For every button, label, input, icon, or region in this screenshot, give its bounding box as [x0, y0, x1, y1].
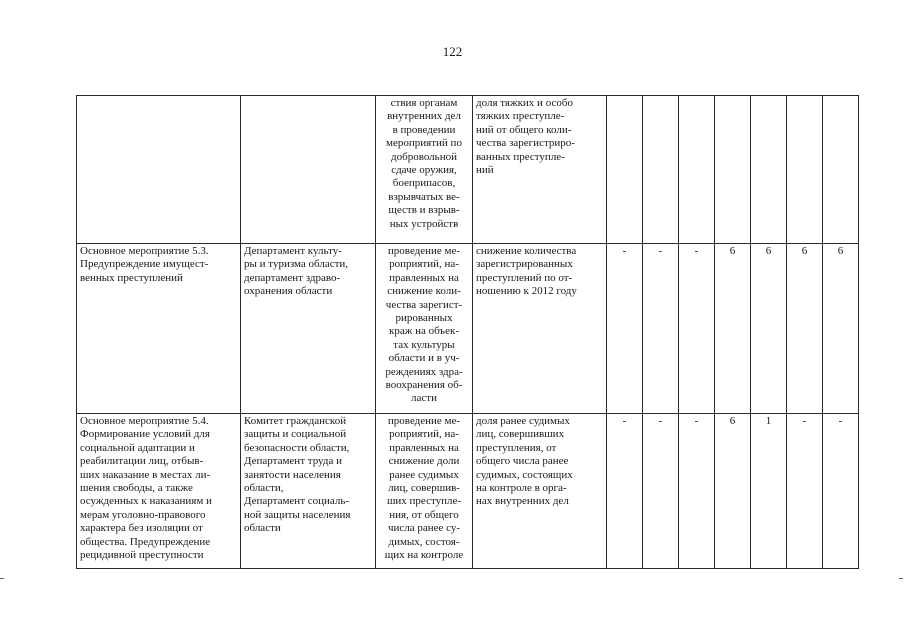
cell-text-line: венных преступлений	[80, 271, 183, 284]
executor-cell	[241, 414, 376, 569]
cell-text-line: ры и туризма области,	[244, 258, 349, 271]
cell-text-line: в проведении	[392, 123, 456, 136]
cell-text-line: Предупреждение имущест-	[80, 258, 209, 271]
cell-text-line: димых, состоя-	[388, 535, 460, 548]
measure-name-cell	[77, 414, 241, 569]
cell-text-line: доля тяжких и особо	[476, 97, 573, 109]
value-cell-6	[787, 96, 823, 244]
cell-text-line: внутренних дел	[387, 110, 461, 123]
cell-text-line: Основное мероприятие 5.3.	[80, 245, 209, 257]
cell-text-line: правленных на	[389, 271, 459, 284]
cell-text-line: занятости населения	[244, 468, 341, 481]
value-cell-5: 1	[751, 414, 787, 569]
value-cell-7	[823, 96, 859, 244]
cell-text-line: чества зарегистриро-	[476, 137, 575, 150]
cell-text-line: роприятий, на-	[389, 258, 459, 271]
cell-text-line: преступления, от	[476, 441, 557, 454]
value-cell-1: -	[607, 244, 643, 414]
cell-text-line: снижение доли	[388, 455, 460, 468]
cell-text-line: области,	[244, 482, 284, 495]
value-cell-3: -	[679, 414, 715, 569]
cell-text-line: роприятий, на-	[389, 428, 459, 441]
value-cell-3: -	[679, 244, 715, 414]
cell-text-line: нах внутренних дел	[476, 495, 569, 508]
cell-text-line: Департамент социаль-	[244, 495, 350, 508]
cell-text-line: тах культуры	[393, 338, 455, 351]
cell-text-line: сдаче оружия,	[391, 164, 457, 177]
cell-text-line: лиц, совершив-	[388, 482, 460, 495]
cell-text-line: Комитет гражданской	[244, 415, 347, 427]
value-cell-5: 6	[751, 244, 787, 414]
cell-text-line: ных устройств	[389, 217, 459, 230]
cell-text-line: ласти	[411, 392, 437, 405]
measures-table	[76, 95, 859, 569]
cell-text-line: ной защиты населения	[244, 508, 351, 521]
value-cell-2: -	[643, 414, 679, 569]
executor-cell	[241, 244, 376, 414]
cell-text-line: департамент здраво-	[244, 271, 341, 284]
cell-text-line: реждениях здра-	[385, 365, 463, 378]
cell-text-line: ний от общего коли-	[476, 123, 572, 136]
value-cell-1: -	[607, 414, 643, 569]
value-cell-4	[715, 96, 751, 244]
cell-text-line: воохранения об-	[385, 379, 463, 392]
value-cell-6: 6	[787, 244, 823, 414]
cell-text-line: общего числа ранее	[476, 455, 569, 468]
measure-name-cell	[77, 96, 241, 244]
value-cell-6: -	[787, 414, 823, 569]
cell-text-line: области	[244, 522, 281, 535]
cell-text-line: тяжких преступле-	[476, 110, 565, 123]
value-cell-5	[751, 96, 787, 244]
indicator-cell	[473, 244, 607, 414]
value-cell-2	[643, 96, 679, 244]
cell-text-line: ших наказание в местах ли-	[80, 468, 211, 481]
cell-text-line: ших преступле-	[386, 495, 462, 508]
cell-text-line: краж на объек-	[389, 325, 459, 338]
cell-text-line: осужденных к наказаниям и	[80, 495, 212, 508]
table-row	[77, 244, 859, 414]
cell-text-line: безопасности области,	[244, 441, 350, 454]
cell-text-line: проведение ме-	[387, 245, 461, 257]
cell-text-line: проведение ме-	[387, 415, 461, 427]
cell-text-line: характера без изоляции от	[80, 522, 203, 535]
cell-text-line: реабилитации лиц, отбыв-	[80, 455, 204, 468]
executor-cell	[241, 96, 376, 244]
value-cell-3	[679, 96, 715, 244]
cell-text-line: ношению к 2012 году	[476, 285, 577, 298]
cell-text-line: мерам уголовно-правового	[80, 508, 206, 521]
indicator-cell	[473, 96, 607, 244]
cell-text-line: чества зарегист-	[385, 298, 463, 311]
cell-text-line: снижение коли-	[387, 285, 461, 298]
cell-text-line: защиты и социальной	[244, 428, 347, 441]
value-cell-2: -	[643, 244, 679, 414]
cell-text-line: преступлений по от-	[476, 271, 573, 284]
edge-mark-right	[899, 578, 903, 579]
cell-text-line: лиц, совершивших	[476, 428, 565, 441]
edge-mark-left	[0, 578, 4, 579]
cell-text-line: общества. Предупреждение	[80, 535, 211, 548]
cell-text-line: доля ранее судимых	[476, 415, 570, 427]
value-cell-4: 6	[715, 414, 751, 569]
cell-text-line: числа ранее су-	[387, 522, 461, 535]
cell-text-line: судимых, состоящих	[476, 468, 573, 481]
table-row	[77, 414, 859, 569]
cell-text-line: зарегистрированных	[476, 258, 573, 271]
value-cell-1	[607, 96, 643, 244]
cell-text-line: Основное мероприятие 5.4.	[80, 415, 209, 427]
indicator-cell	[473, 414, 607, 569]
cell-text-line: взрывчатых ве-	[388, 190, 460, 203]
cell-text-line: Формирование условий для	[80, 428, 210, 441]
activity-cell	[376, 96, 473, 244]
cell-text-line: Департамент труда и	[244, 455, 342, 468]
cell-text-line: добровольной	[391, 150, 457, 163]
cell-text-line: Департамент культу-	[244, 245, 342, 257]
cell-text-line: мероприятий по	[386, 137, 462, 150]
value-cell-7: 6	[823, 244, 859, 414]
value-cell-4: 6	[715, 244, 751, 414]
cell-text-line: ний	[476, 164, 494, 177]
cell-text-line: ванных преступле-	[476, 150, 565, 163]
cell-text-line: социальной адаптации и	[80, 441, 195, 454]
cell-text-line: ствия органам	[390, 97, 458, 109]
cell-text-line: снижение количества	[476, 245, 577, 257]
activity-cell	[376, 244, 473, 414]
table-row	[77, 96, 859, 244]
cell-text-line: щих на контроле	[384, 549, 464, 562]
cell-text-line: охранения области	[244, 285, 333, 298]
cell-text-line: рированных	[395, 312, 453, 325]
measure-name-cell	[77, 244, 241, 414]
cell-text-line: ния, от общего	[389, 508, 459, 521]
activity-cell	[376, 414, 473, 569]
page-number: 122	[442, 44, 463, 59]
cell-text-line: ществ и взрыв-	[388, 204, 460, 217]
cell-text-line: правленных на	[389, 441, 459, 454]
value-cell-7: -	[823, 414, 859, 569]
cell-text-line: на контроле в орга-	[476, 482, 567, 495]
cell-text-line: шения свободы, а также	[80, 482, 193, 495]
cell-text-line: области и в уч-	[388, 352, 460, 365]
cell-text-line: рецидивной преступности	[80, 549, 204, 562]
cell-text-line: ранее судимых	[389, 468, 459, 481]
cell-text-line: боеприпасов,	[392, 177, 456, 190]
